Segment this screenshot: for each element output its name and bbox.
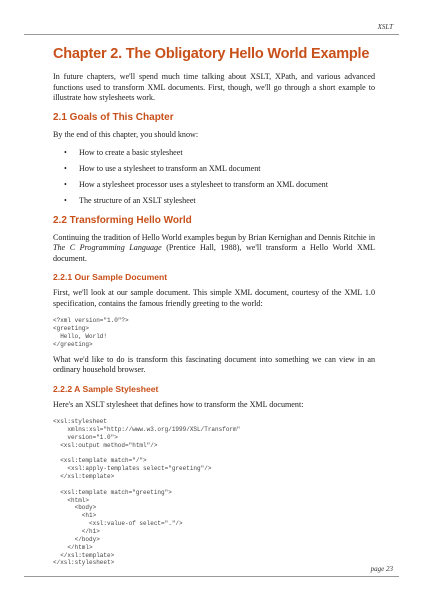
list-item-text: How a stylesheet processor uses a stylesheet to transform an XML document xyxy=(79,180,328,190)
stylesheet-intro-paragraph: Here's an XSLT stylesheet that defines how to transform the XML document: xyxy=(53,399,304,409)
running-title: XSLT xyxy=(377,23,393,31)
bullet-icon: • xyxy=(64,164,67,174)
footer-rule xyxy=(24,576,399,577)
intro-paragraph: In future chapters, we'll spend much time talking about XSLT, XPath, and various advanced functions used to transform XML documents. First, though, we'll go through a short example to illustrate how stylesheets work. xyxy=(53,72,375,102)
list-item xyxy=(53,180,375,191)
bullet-icon: • xyxy=(64,148,67,157)
header-rule xyxy=(24,34,399,35)
bullet-icon: • xyxy=(64,180,67,190)
goals-lead: By the end of this chapter, you should know: xyxy=(53,129,199,139)
list-item-text: The structure of an XSLT stylesheet xyxy=(79,196,196,206)
section-2-1-heading: 2.1 Goals of This Chapter xyxy=(53,111,174,123)
page-number: page 23 xyxy=(370,565,393,573)
section-2-2-1-heading: 2.2.1 Our Sample Document xyxy=(53,272,168,283)
paragraph-text: Continuing the tradition of Hello World examples begun by Brian Kernighan and Dennis Ritchie in xyxy=(53,232,375,242)
sample-doc-paragraph: First, we'll look at our sample document. This simple XML document, courtesy of the XML 1.0 specification, contains the famous friendly greeting to the world: xyxy=(53,288,375,308)
book-title: The C Programming Language xyxy=(53,243,162,253)
page-content xyxy=(53,46,375,573)
list-item-text: How to use a stylesheet to transform an XML document xyxy=(79,164,261,174)
list-item xyxy=(53,148,375,159)
list-item xyxy=(53,164,375,175)
chapter-title: Chapter 2. The Obligatory Hello World Example xyxy=(53,46,370,62)
list-item xyxy=(53,196,375,207)
bullet-icon: • xyxy=(64,196,67,206)
xslt-stylesheet-code: <xsl:stylesheet xmlns:xsl="http://www.w3.org/1999/XSL/Transform" version="1.0"> <xsl:output method="html"/> <xsl:template match="/"> <xsl:apply-templates select="greeting"/> </xsl:template> <xsl:template match="greeting"> <html> <body> <h1> <xsl:value-of select="."/> </h1> </body> </html> </xsl:template> </xsl:stylesheet> xyxy=(53,418,241,567)
section-2-2-2-heading: 2.2.2 A Sample Stylesheet xyxy=(53,383,159,394)
section-2-2-heading: 2.2 Transforming Hello World xyxy=(53,214,192,226)
hello-world-paragraph xyxy=(53,233,375,265)
paragraph-text: (Prentice Hall, 1988), we'll transform a Hello World XML document. xyxy=(53,243,375,263)
list-item-text: How to create a basic stylesheet xyxy=(79,148,183,157)
sample-xml-code: <?xml version="1.0"?> <greeting> Hello, World! </greeting> xyxy=(53,317,129,348)
goals-list xyxy=(53,148,375,207)
transform-goal-paragraph: What we'd like to do is transform this fascinating document into something we can view in an ordinary household browser. xyxy=(53,354,375,375)
